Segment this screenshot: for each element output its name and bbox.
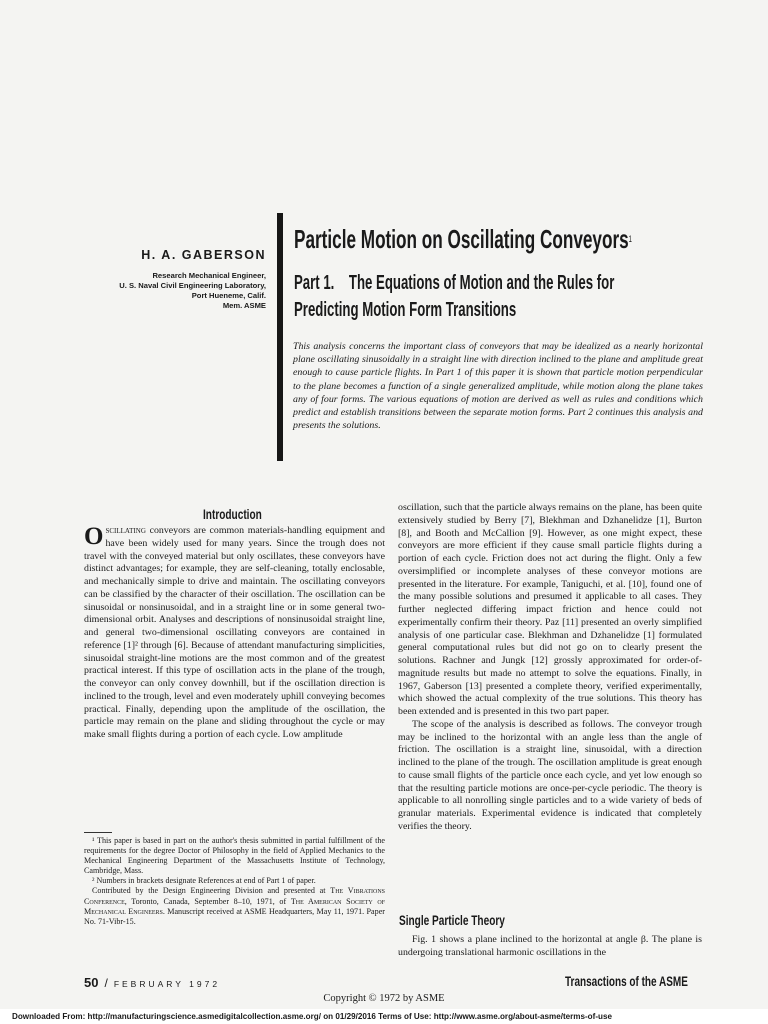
subtitle-line-2: Predicting Motion Form Transitions — [294, 299, 517, 321]
journal-name: Transactions of the ASME — [565, 974, 688, 989]
footnote-3-part-b: , Toronto, Canada, September 8–10, 1971, of — [124, 896, 291, 906]
author-block — [80, 248, 266, 311]
page-number: 50 — [84, 975, 99, 990]
paper-title-text: Particle Motion on Oscillating Conveyors — [294, 224, 629, 254]
intro-paragraph-2: oscillation, such that the particle always remains on the plane, has been quite extensively studied by Berry [7], Blekhman and Dzhanelidze [1], Burton [8], and Booth and McCallion [9]. However, as one might expect, these conveyors are more efficient if they cause small particle flights during a portion of each cycle. Friction does not act during the flight. Only a few oversimplified or incomplete analyses of these conveyor motions are presented in the literature. For example, Taniguchi, et al. [10], found one of the many possible solutions and presumed it applicable to all cases. They further neglected differing impact friction and hence could not experimentally confirm their theory. Paz [11] presented an overly simplified analysis of one particular case. Blekhman and Dzhanelidze [1] formulated general computational rules but did not go on to clearly present the solutions. Rachner and Jungk [12] grossly approximated for order-of-magnitude results but made no attempt to solve the equations. Finally, in 1967, Gaberson [13] presented a complete theory, verified experimentally, which showed the actual complexity of the true solutions. This theory has been extended and is presented in this two part paper. — [398, 502, 702, 717]
drop-cap: O — [84, 523, 104, 550]
folio-separator: / — [104, 976, 108, 990]
subtitle-line-1: The Equations of Motion and the Rules for — [348, 272, 615, 294]
paper-title — [294, 224, 632, 254]
affiliation-membership: Mem. ASME — [222, 301, 266, 310]
single-particle-section — [398, 934, 702, 960]
footnotes — [84, 832, 385, 927]
intro-paragraph-3: The scope of the analysis is described as follows. The conveyor trough may be inclined to the horizontal with an angle less than the angle of friction. The oscillation is a straight line, sinusoidal, with a direction inclined to the plane of the trough. The oscillation amplitude is great enough to cause small flights of the particle once each cycle, and yet low enough so that the resulting particle motions are once-per-cycle periodic. The theory is applicable to all nonrolling single particles and to a wide variety of beds of granular materials. Experimental evidence is indicated that completely verifies the theory. — [398, 718, 702, 832]
copyright-notice: Copyright © 1972 by ASME — [323, 993, 445, 1004]
affiliation-title: Research Mechanical Engineer, — [152, 271, 266, 280]
introduction-heading: Introduction — [203, 506, 262, 522]
footnote-3-part-a: Contributed by the Design Engineering Division and presented at — [92, 886, 331, 896]
download-notice: Downloaded From: http://manufacturingscience.asmedigitalcollection.asme.org/ on 01/29/2016 Terms of Use: http://www.asme.org/about-asme/terms-of-use — [0, 1009, 768, 1024]
footnote-rule — [84, 832, 112, 833]
footnote-3-part-c: . Manuscript received at ASME Headquarters, May 11, 1971. Paper No. 71-Vibr-15. — [84, 906, 385, 926]
paper-subtitle — [294, 270, 677, 324]
footnote-1: ¹ This paper is based in part on the author's thesis submitted in partial fulfillment of the requirements for the degree Doctor of Philosophy in the field of Applied Mechanics to the Mechanical Engineering Department of the Massachusetts Institute of Technology, Cambridge, Mass. — [84, 836, 385, 876]
footnote-3-conference: The Vibrations Conference — [84, 886, 385, 906]
first-word: scillating — [105, 525, 146, 536]
author-name: H. A. GABERSON — [141, 248, 266, 262]
intro-paragraph-1-text: conveyors are common materials-handling equipment and have been widely used for many years. Since the trough does not travel with the conveyed material but only oscillates, these conveyors have distinct advantages; for example, they are self-cleaning, totally enclosable, and mechanically simple to drive and maintain. The oscillating conveyors can be classified by the character of their oscillation. The oscillation can be sinusoidal or nonsinusoidal, and in a straight line or in some general two-dimensional orbit. Analyses and descriptions of nonsinusoidal straight line, and general two-dimensional oscillating conveyors are contained in reference [1]² through [6]. Because of attendant manufacturing simplicities, sinusoidal straight-line motions are the most common and of the greatest practical interest. If this type of oscillation acts in the plane of the trough, the conveyor can only convey downhill, but if the oscillation direction is inclined to the trough, level and even moderately uphill conveying becomes practical. Finally, depending upon the amplitude of the oscillation, the particle may remain on the plane and sliding throughout the cycle or may make small flights during a portion of each cycle. Low amplitude — [84, 525, 385, 740]
title-footnote-mark: 1 — [628, 234, 632, 244]
affiliation-institution: U. S. Naval Civil Engineering Laboratory, — [119, 281, 266, 290]
single-particle-heading: Single Particle Theory — [399, 912, 505, 928]
intro-paragraph-1 — [84, 525, 385, 742]
single-particle-paragraph: Fig. 1 shows a plane inclined to the horizontal at angle β. The plane is undergoing translational harmonic oscillations in the — [398, 934, 702, 958]
abstract: This analysis concerns the important class of conveyors that may be idealized as a nearly horizontal plane oscillating sinusoidally in a straight line with direction inclined to the plane and amplitude great enough to cause particle flights. In Part 1 of this paper it is shown that particle motion perpendicular to the plane becomes a function of a single generalized amplitude, while motion along the plane takes any of four forms. The various equations of motion are derived as well as rules and conditions which predict and establish transitions between the separate motion forms. Part 2 continues this analysis and presents the solutions. — [293, 341, 703, 432]
page-folio — [84, 975, 220, 990]
right-column — [398, 502, 702, 834]
affiliation-location: Port Hueneme, Calif. — [191, 291, 266, 300]
footnote-3-society: The American Society of Mechanical Engineers — [84, 896, 385, 916]
footnote-2: ² Numbers in brackets designate References at end of Part 1 of paper. — [92, 876, 316, 886]
issue-date: FEBRUARY 1972 — [113, 979, 221, 989]
footnote-3 — [84, 886, 385, 926]
left-column — [84, 525, 385, 742]
title-rule — [277, 213, 283, 461]
part-label: Part 1. — [294, 272, 335, 294]
